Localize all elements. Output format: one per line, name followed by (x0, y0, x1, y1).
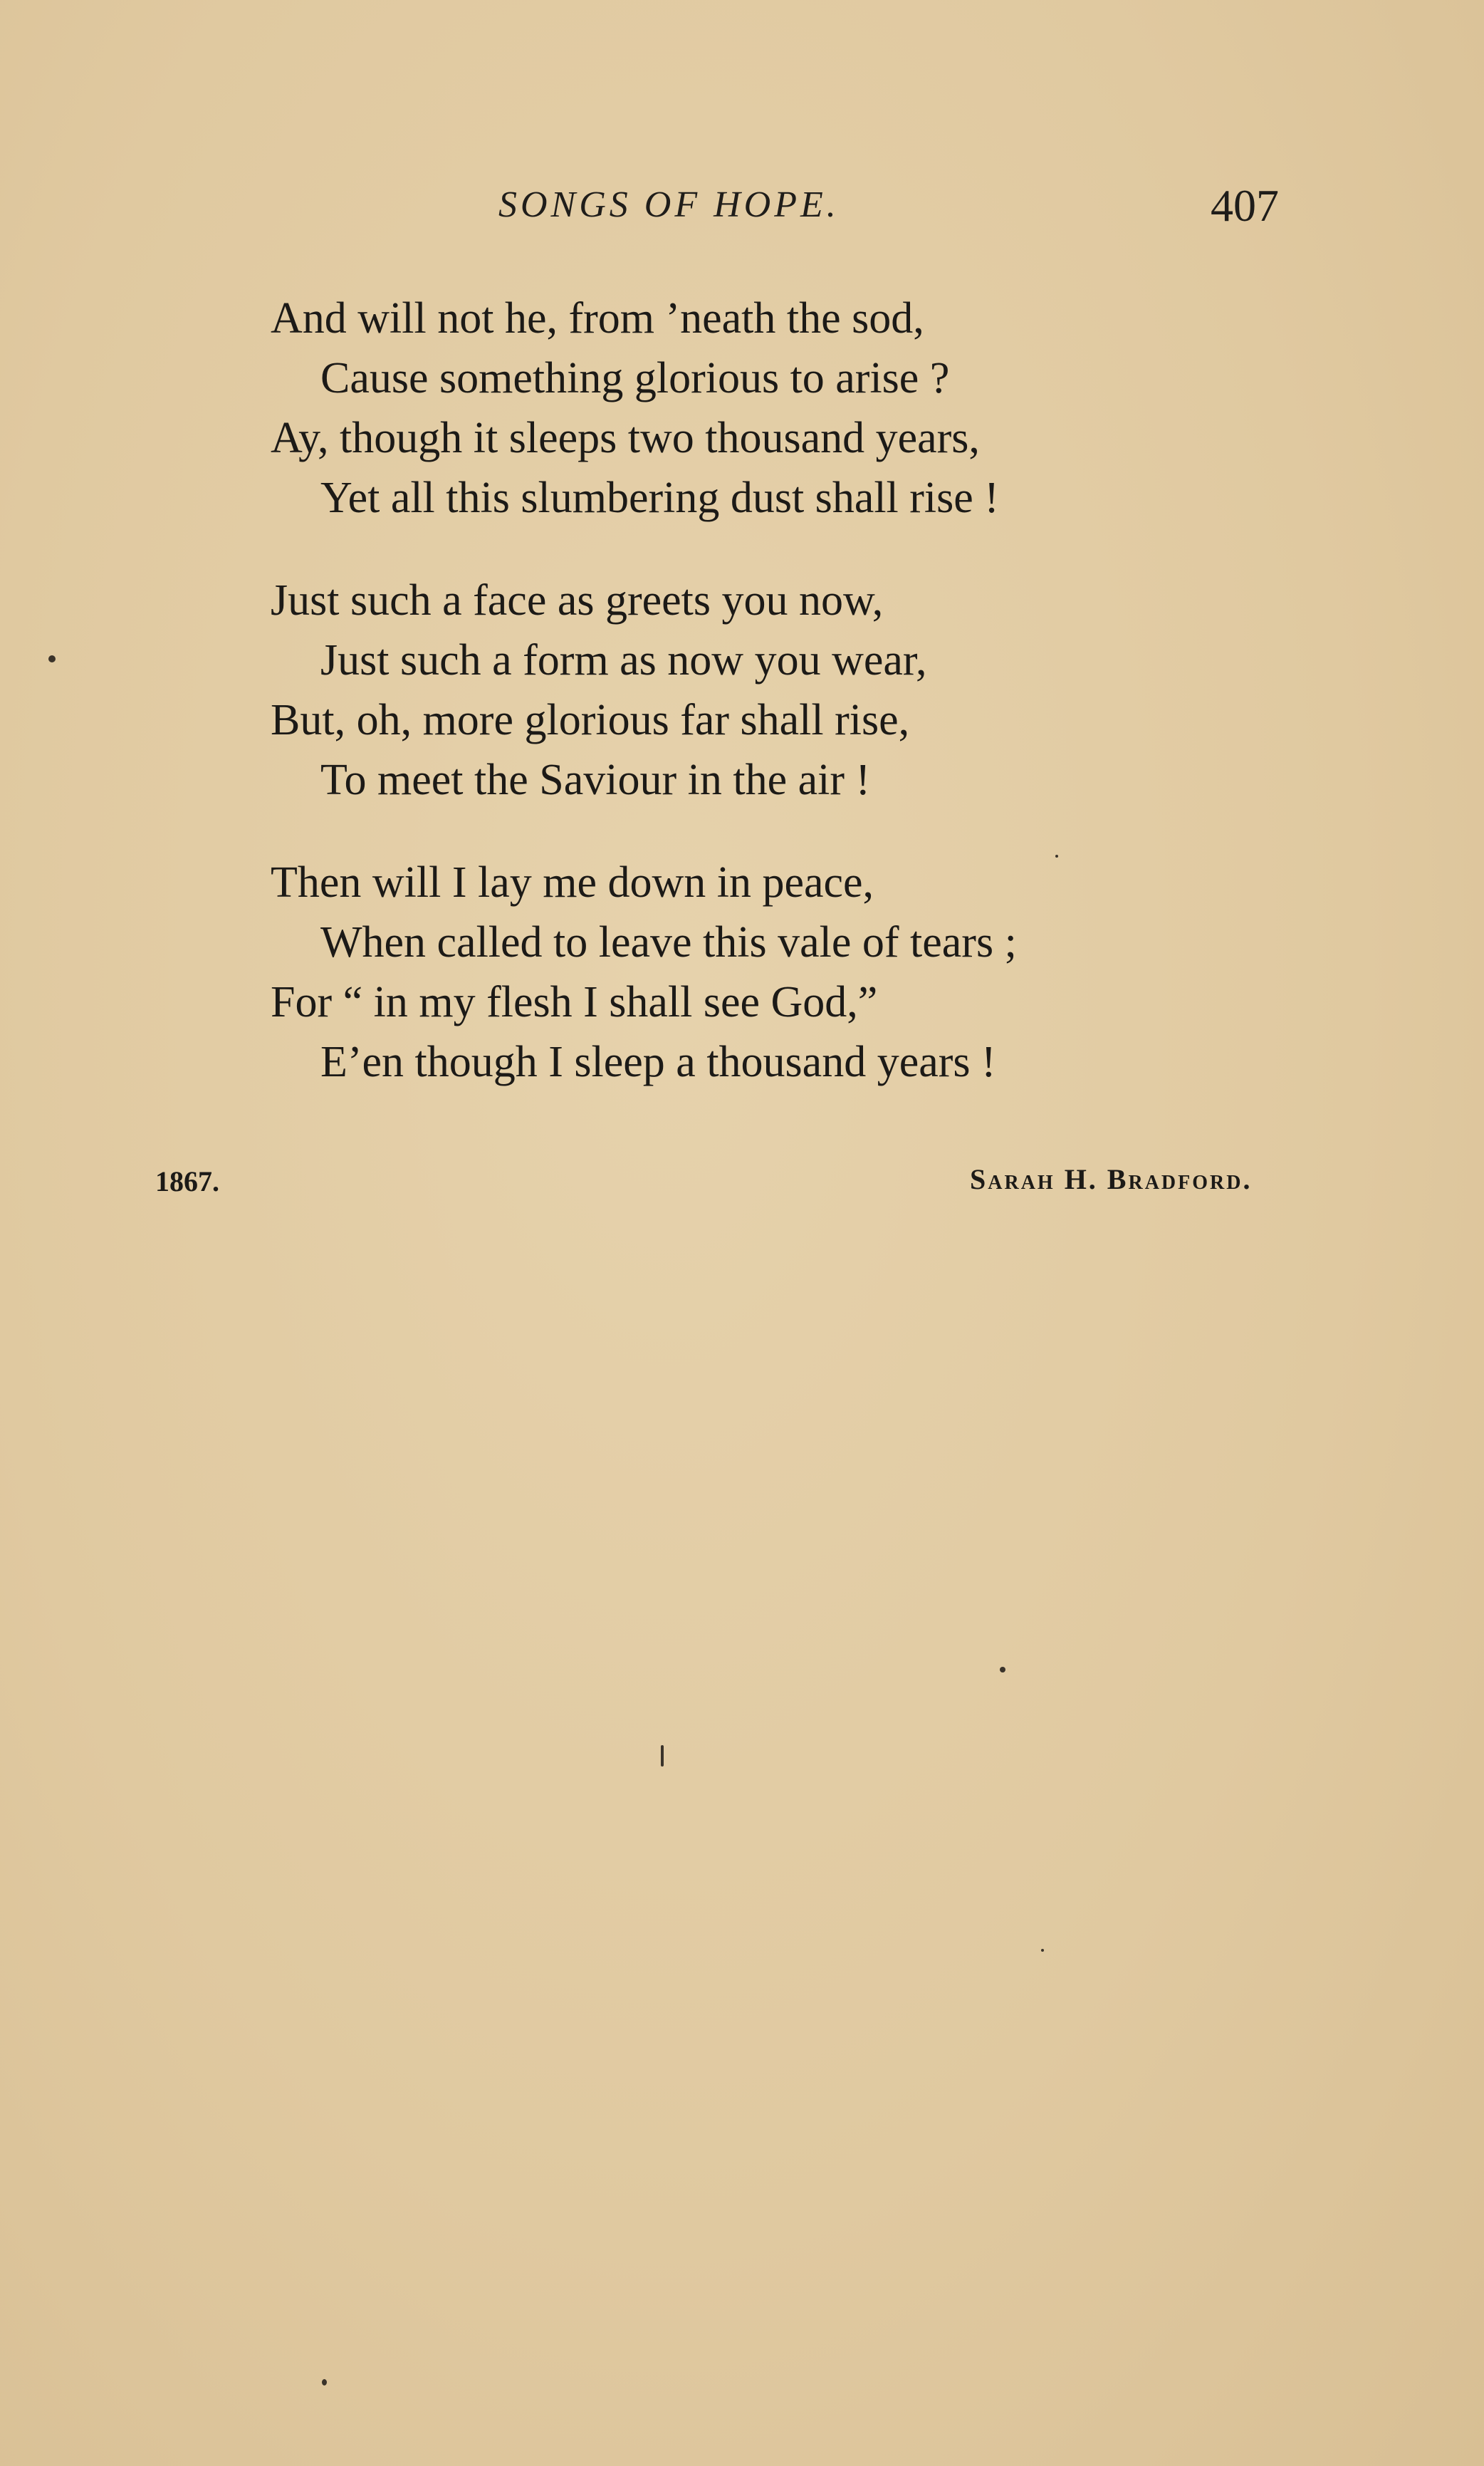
poem-line: To meet the Saviour in the air ! (320, 756, 871, 804)
stanza (271, 571, 1268, 810)
paper-speck (1055, 855, 1058, 858)
paper-speck (661, 1745, 664, 1767)
poem-author: Sarah H. Bradford. (970, 1163, 1253, 1195)
poem-line: Yet all this slumbering dust shall rise ! (320, 474, 999, 522)
paper-speck (48, 655, 56, 662)
poem-line: When called to leave this vale of tears ; (320, 918, 1017, 967)
poem-line: But, oh, more glorious far shall rise, (271, 696, 910, 744)
running-title: SONGS OF HOPE. (498, 184, 840, 225)
paper-speck (322, 2379, 327, 2386)
paper-speck (1041, 1949, 1044, 1952)
paper-speck (1000, 1667, 1005, 1672)
poem-line: And will not he, from ’neath the sod, (271, 294, 924, 343)
poem-line: Just such a form as now you wear, (320, 636, 927, 685)
poem-line: Then will I lay me down in peace, (271, 858, 874, 907)
poem-line: For “ in my flesh I shall see God,” (271, 978, 878, 1026)
poem-line: Just such a face as greets you now, (271, 576, 884, 625)
page-number: 407 (1211, 180, 1279, 231)
stanza (271, 288, 1268, 528)
poem-line: Cause something glorious to arise ? (320, 354, 950, 402)
poem (271, 288, 1268, 1135)
poem-line: Ay, though it sleeps two thousand years, (271, 414, 980, 462)
stanza (271, 853, 1268, 1092)
poem-year: 1867. (155, 1165, 219, 1197)
poem-line: E’en though I sleep a thousand years ! (320, 1038, 996, 1086)
